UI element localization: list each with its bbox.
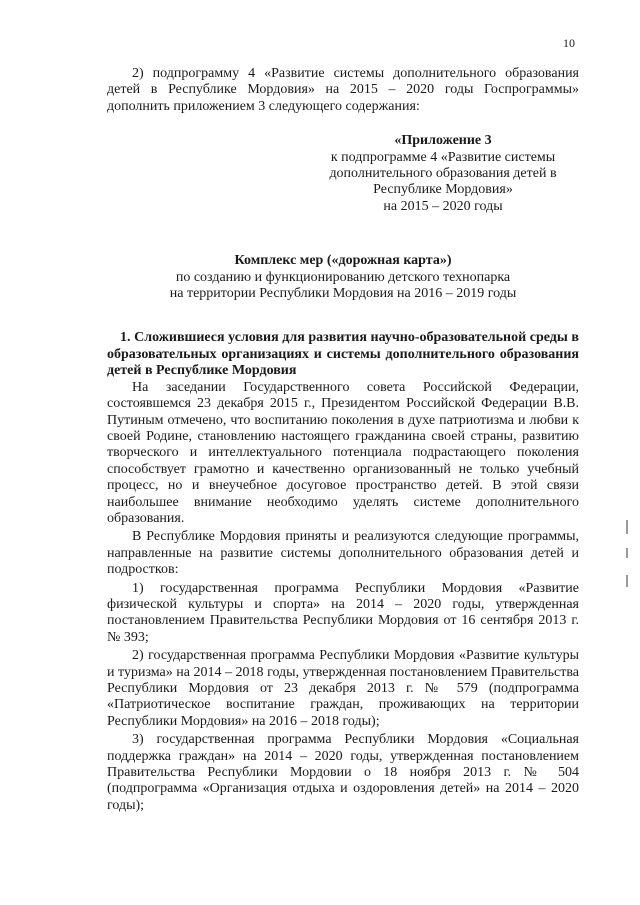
section-heading: 1. Сложившиеся условия для развития научно-образовательной среды в образовательных организациях и системы дополнительного образования детей в Республике Мордовия	[107, 330, 579, 379]
document-title-block	[107, 253, 579, 302]
document-title: Комплекс мер («дорожная карта»)	[234, 253, 452, 269]
document-subtitle-line: по созданию и функционированию детского технопарка	[175, 269, 511, 285]
appendix-line: Республике Мордовия»	[373, 182, 513, 198]
body-paragraph: 1) государственная программа Республики Мордовия «Развитие физической культуры и спорта» на 2014 – 2020 годы, утвержденная постановлением Правительства Республики Мордовия от 16 сентября 2013 г. № 393;	[107, 580, 579, 645]
appendix-header	[314, 133, 572, 215]
body-paragraph: На заседании Государственного совета Российской Федерации, состоявшемся 23 декабря 2015 г., Президентом Российской Федерации В.В. Путиным отмечено, что воспитанию поколения в духе патриотизма и любви к своей Родине, становлению настоящего гражданина своей страны, развитию творческого и интеллектуального потенциала подрастающего поколения способствует грамотно и качественно организованный не только учебный процесс, но и внеучебное досуговое пространство детей. В этой связи наибольшее внимание необходимо уделять системе дополнительного образования.	[107, 379, 579, 526]
page-number: 10	[563, 36, 575, 50]
document-body	[107, 66, 579, 814]
body-paragraph: В Республике Мордовия приняты и реализуются следующие программы, направленные на развитие системы дополнительного образования детей и подростков:	[107, 529, 579, 578]
scan-artifact	[626, 520, 628, 534]
appendix-line: к подпрограмме 4 «Развитие системы	[330, 149, 556, 165]
appendix-line: дополнительного образования детей в	[329, 166, 557, 182]
intro-paragraph: 2) подпрограмму 4 «Развитие системы дополнительного образования детей в Республике Мордовия» на 2015 – 2020 годы Госпрограммы» дополнить приложением 3 следующего содержания:	[107, 66, 579, 114]
appendix-line: на 2015 – 2020 годы	[383, 198, 503, 214]
scan-artifact	[626, 575, 628, 587]
body-paragraph: 3) государственная программа Республики Мордовия «Социальная поддержка граждан» на 2014 – 2020 годы, утвержденная постановлением Правительства Республики Мордовии о 18 ноября 2013 г. № 504 (подпрограмма «Организация отдыха и оздоровления детей» на 2014 – 2020 годы);	[107, 732, 579, 813]
document-subtitle-line: на территории Республики Мордовия на 2016 – 2019 годы	[169, 286, 517, 302]
appendix-heading: «Приложение 3	[394, 133, 492, 149]
body-paragraph: 2) государственная программа Республики Мордовия «Развитие культуры и туризма» на 2014 – 2018 годы, утвержденная постановлением Правительства Республики Мордовия от 23 декабря 2013 г. № 579 (подпрограмма «Патриотическое воспитание граждан, проживающих на территории Республики Мордовия» на 2016 – 2018 годы);	[107, 648, 579, 729]
scan-artifact	[626, 548, 628, 558]
